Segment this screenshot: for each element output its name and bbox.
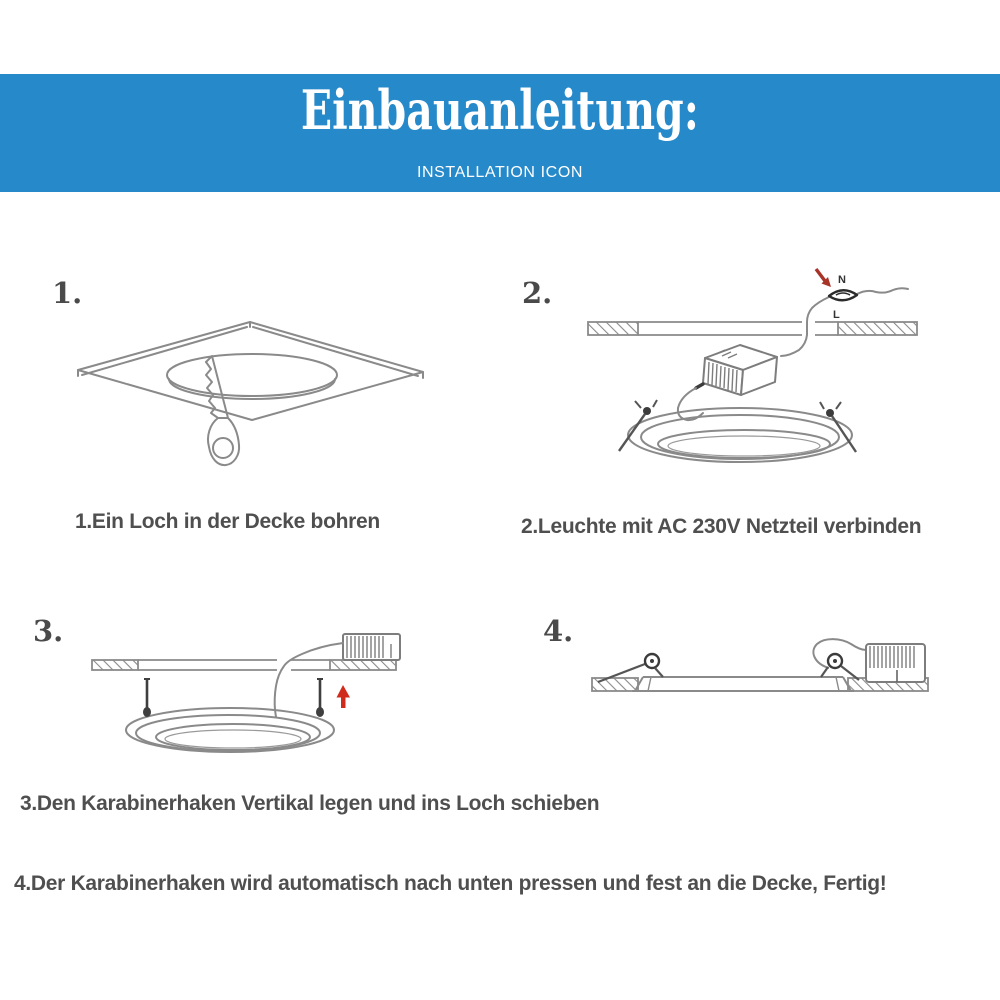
driver-output-wire — [678, 384, 703, 420]
wire-label-n: N — [838, 274, 846, 286]
step-4-number: 4. — [543, 614, 574, 648]
led-driver-box — [343, 634, 400, 660]
led-driver-box — [703, 345, 777, 395]
step-4-drawing — [575, 630, 935, 705]
red-arrow-icon — [816, 269, 831, 287]
wire-label-l: L — [833, 309, 840, 321]
drilled-hole — [167, 354, 337, 399]
spring-pin-left — [143, 679, 151, 717]
panel-light — [126, 708, 334, 752]
panel-light-flush — [632, 677, 854, 691]
step-4-caption: 4.Der Karabinerhaken wird automatisch nach unten pressen und fest an die Decke, Fertig! — [14, 872, 887, 895]
led-driver-box — [866, 644, 925, 682]
mains-connector — [829, 290, 857, 300]
ceiling-cross-section — [588, 322, 917, 335]
step-2-caption: 2.Leuchte mit AC 230V Netzteil verbinden — [521, 515, 922, 538]
up-arrow-icon — [337, 685, 351, 708]
step-3-caption: 3.Den Karabinerhaken Vertikal legen und ins Loch schieben — [20, 792, 600, 815]
step-1-caption: 1.Ein Loch in der Decke bohren — [75, 510, 380, 533]
step-3-number: 3. — [33, 614, 64, 648]
banner — [0, 74, 1000, 192]
ceiling-tile — [78, 322, 423, 420]
page-title: Einbauanleitung: — [300, 78, 700, 142]
driver-output-wire — [275, 643, 343, 717]
step-1-number: 1. — [52, 276, 83, 310]
step-2-drawing — [575, 262, 935, 477]
ceiling-cross-section — [92, 660, 396, 670]
page-title-wrap — [0, 78, 1000, 153]
spring-clip-right — [813, 639, 866, 680]
panel-light — [628, 408, 852, 462]
spring-clip-right — [820, 402, 856, 452]
step-1-drawing — [60, 312, 440, 472]
page-subtitle: INSTALLATION ICON — [416, 164, 584, 181]
step-2-number: 2. — [522, 276, 553, 310]
spring-clip-left — [619, 400, 657, 451]
spring-pin-right — [316, 679, 324, 717]
step-3-drawing — [80, 618, 420, 763]
